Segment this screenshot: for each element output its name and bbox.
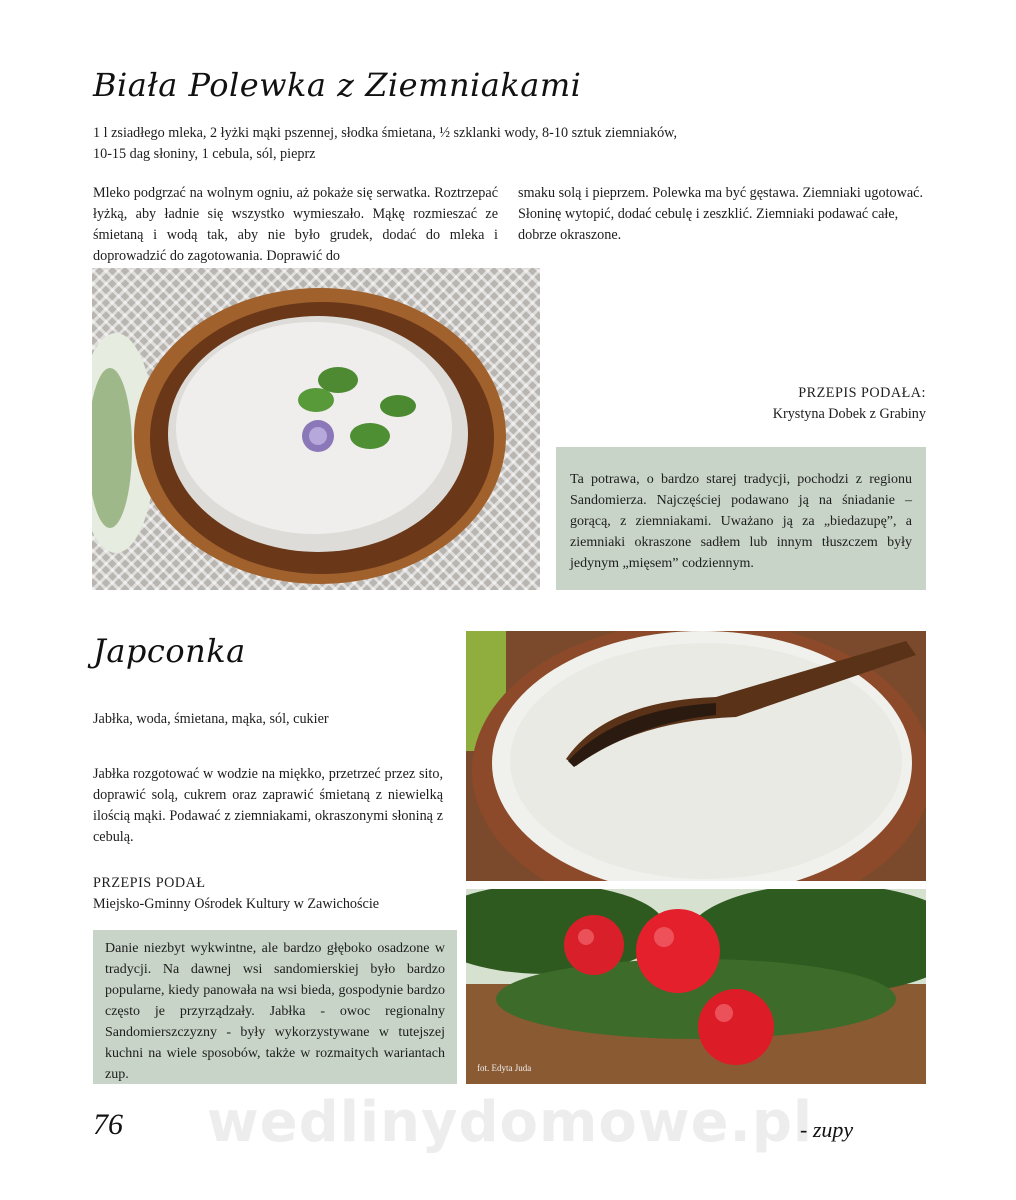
recipe1-method-col1: Mleko podgrzać na wolnym ogniu, aż pokaże się serwatka. Roztrzepać łyżką, aby ładnie się wszystko wymieszało. Mąkę rozmieszać ze śmietaną i wodą tak, aby nie było grudek, dodać do mleka i doprowadzić do zagotowania. Doprawić do bbox=[93, 185, 498, 264]
soup-bowl-illustration bbox=[92, 268, 540, 590]
apple-tree-photo bbox=[466, 889, 926, 1084]
recipe2-credit-heading: PRZEPIS PODAŁ bbox=[93, 875, 206, 891]
photo-credit: fot. Edyta Juda bbox=[477, 1063, 532, 1073]
recipe2-ingredients: Jabłka, woda, śmietana, mąka, sól, cukier bbox=[93, 711, 329, 727]
apple-soup-photo bbox=[466, 631, 926, 881]
page-number: 76 bbox=[93, 1108, 123, 1141]
recipe1-credit bbox=[700, 383, 926, 425]
recipe1-note: Ta potrawa, o bardzo starej tradycji, pochodzi z regionu Sandomierza. Najczęściej podawano ją na śniadanie – gorącą, z ziemniakami. Uważano ją za „biedazupę”, a ziemniaki okraszone sadłem lub innym tłuszczem były jedynym „mięsem” codziennym. bbox=[556, 447, 926, 590]
recipe2-note: Danie niezbyt wykwintne, ale bardzo głęboko osadzone w tradycji. Na dawnej wsi sandomierskiej było bardzo popularne, kiedy panowała na wsi bieda, gospodynie bardzo często je przyrządzały. Jabłka - owoc regionalny Sandomierszczyzny - były wykorzystywane w tutejszej kuchni na wiele sposobów, także w rozmaitych wariantach zup. bbox=[93, 930, 457, 1084]
recipe1-ingredients-line2: 10-15 dag słoniny, 1 cebula, sól, pieprz bbox=[93, 146, 316, 162]
recipe1-credit-heading: PRZEPIS PODAŁA: bbox=[798, 385, 926, 401]
recipe2-title: Japconka bbox=[93, 632, 246, 670]
recipe1-method-col2: smaku solą i pieprzem. Polewka ma być gęstawa. Ziemniaki ugotować. Słoninę wytopić, dodać cebulę i zeszklić. Ziemniaki podawać całe, dobrze okraszone. bbox=[518, 185, 924, 243]
recipe1-ingredients bbox=[93, 123, 773, 165]
watermark: wedlinydomowe.pl bbox=[206, 1090, 814, 1155]
section-label: - zupy bbox=[800, 1117, 854, 1142]
apple-soup-illustration bbox=[466, 631, 926, 881]
recipe2-credit-name: Miejsko-Gminny Ośrodek Kultury w Zawichoście bbox=[93, 896, 380, 912]
apple-tree-illustration bbox=[466, 889, 926, 1084]
recipe2-method: Jabłka rozgotować w wodzie na miękko, przetrzeć przez sito, doprawić solą, cukrem oraz zaprawić śmietaną z niewielką ilością mąki. Podawać z ziemniakami, okraszonymi słoniną z cebulą. bbox=[93, 766, 443, 845]
recipe1-ingredients-line1: 1 l zsiadłego mleka, 2 łyżki mąki pszennej, słodka śmietana, ½ szklanki wody, 8-10 sztuk ziemniaków, bbox=[93, 125, 678, 141]
recipe1-title: Biała Polewka z Ziemniakami bbox=[93, 66, 582, 104]
recipe1-credit-name: Krystyna Dobek z Grabiny bbox=[772, 406, 926, 422]
soup-bowl-photo bbox=[92, 268, 540, 590]
recipe2-credit bbox=[93, 873, 463, 915]
